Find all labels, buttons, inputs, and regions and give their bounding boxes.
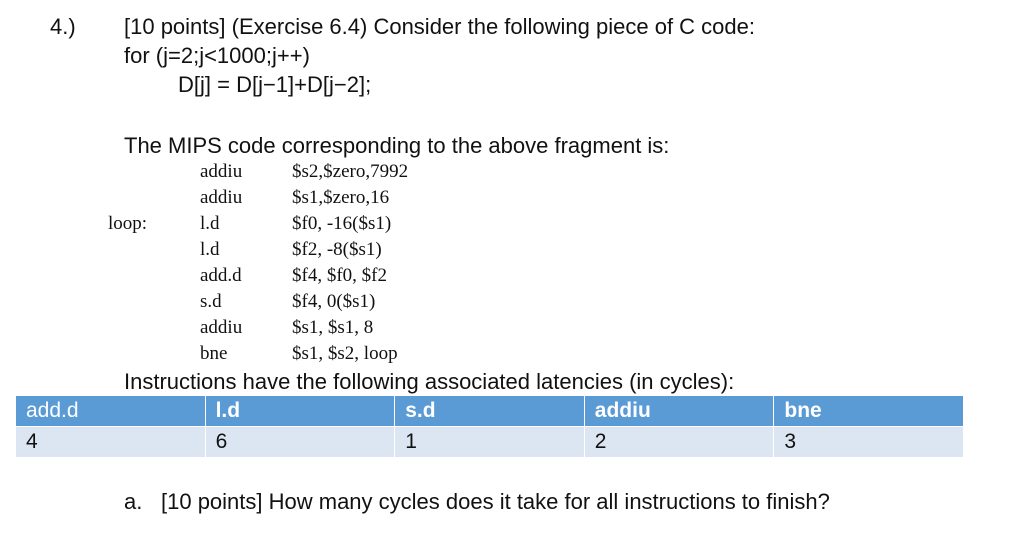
question-prompt: [10 points] (Exercise 6.4) Consider the following piece of C code: [124, 14, 755, 39]
c-code-line-1: for (j=2;j<1000;j++) [124, 43, 310, 68]
value-cell-s-d: 1 [395, 427, 585, 458]
mips-opcode: addiu [200, 161, 243, 182]
header-cell-bne: bne [774, 396, 964, 427]
latency-header-row [16, 396, 964, 427]
mips-opcode: s.d [200, 291, 222, 312]
mips-operands: $s1, $s1, 8 [292, 317, 374, 338]
mips-operands: $s2,$zero,7992 [292, 161, 409, 182]
mips-opcode: l.d [200, 239, 220, 260]
mips-operands: $f0, -16($s1) [292, 213, 392, 234]
mips-opcode: l.d [200, 213, 220, 234]
value-cell-l-d: 6 [205, 427, 395, 458]
mips-code-block [0, 159, 600, 369]
mips-opcode: addiu [200, 187, 243, 208]
question-number: 4.) [50, 14, 76, 39]
value-cell-add-d: 4 [16, 427, 206, 458]
header-cell-add-d: add.d [16, 396, 206, 427]
value-cell-addiu: 2 [584, 427, 774, 458]
header-cell-l-d: l.d [205, 396, 395, 427]
mips-opcode: addiu [200, 317, 243, 338]
mips-operands: $f4, $f0, $f2 [292, 265, 387, 286]
latency-table [15, 395, 964, 458]
mips-operands: $f4, 0($s1) [292, 291, 376, 312]
mips-operands: $s1,$zero,16 [292, 187, 390, 208]
sub-question-text: [10 points] How many cycles does it take for all instructions to finish? [161, 489, 830, 514]
mips-opcode: add.d [200, 265, 242, 286]
mips-operands: $s1, $s2, loop [292, 343, 398, 364]
latency-intro: Instructions have the following associated latencies (in cycles): [124, 369, 735, 394]
mips-intro: The MIPS code corresponding to the above fragment is: [124, 133, 670, 158]
mips-operands: $f2, -8($s1) [292, 239, 382, 260]
sub-question-label: a. [124, 489, 143, 514]
latency-value-row [16, 427, 964, 458]
header-cell-addiu: addiu [584, 396, 774, 427]
value-cell-bne: 3 [774, 427, 964, 458]
mips-label: loop: [108, 213, 148, 234]
mips-opcode: bne [200, 343, 228, 364]
c-code-line-2: D[j] = D[j−1]+D[j−2]; [178, 72, 372, 97]
header-cell-s-d: s.d [395, 396, 585, 427]
